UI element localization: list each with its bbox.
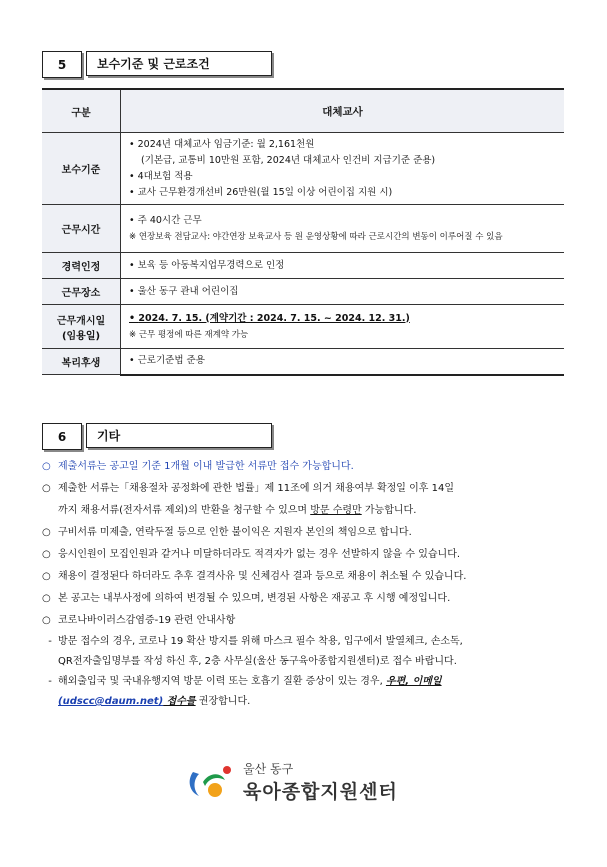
notice-text: 본 공고는 내부사정에 의하여 변경될 수 있으며, 변경된 사항은 재공고 후 시행 예정입니다. xyxy=(58,593,451,604)
table-row xyxy=(42,279,564,305)
bullet-line: • 보육 등 아동복지업무경력으로 인정 xyxy=(129,258,556,274)
row-value xyxy=(121,349,565,375)
row-label: 보수기준 xyxy=(42,133,121,205)
sub-notice-text: 권장합니다. xyxy=(195,696,251,707)
notice-text: 채용이 결정된다 하더라도 추후 결격사유 및 신체검사 결과 등으로 채용이 취소될 수 있습니다. xyxy=(58,571,467,582)
sub-notice-emphasis: 접수를 xyxy=(163,696,196,707)
circle-bullet-icon: ○ xyxy=(42,549,51,560)
row-label: 경력인정 xyxy=(42,253,121,279)
notice-item xyxy=(42,478,564,500)
center-logo xyxy=(185,760,398,804)
row-label xyxy=(42,305,121,349)
sub-notice-text: 해외출입국 및 국내유행지역 방문 이력 또는 호흡기 질환 증상이 있는 경우, xyxy=(58,676,386,687)
notice-item xyxy=(42,522,564,544)
note-line: ※ 연장보육 전담교사: 야간연장 보육교사 등 원 운영상황에 따라 근로시간의 변동이 이루어질 수 있음 xyxy=(129,231,503,242)
bullet-line: • 울산 동구 관내 어린이집 xyxy=(129,284,556,300)
table-row xyxy=(42,305,564,349)
logo-mark-icon xyxy=(185,760,237,804)
row-label: 복리후생 xyxy=(42,349,121,375)
notice-item xyxy=(42,566,564,588)
logo-line2: 육아종합지원센터 xyxy=(243,781,398,803)
section-title: 기타 xyxy=(86,423,272,448)
notice-item-cont xyxy=(42,500,564,522)
bullet-line: • 4대보험 적용 xyxy=(129,169,556,185)
sub-notice-emphasis: 우편, 이메일 xyxy=(385,676,442,687)
sub-notice xyxy=(42,672,564,692)
row-label-line: 근무개시일 xyxy=(56,315,106,327)
section-number: 5 xyxy=(42,51,82,78)
notice-text: 까지 채용서류(전자서류 제외)의 반환을 청구할 수 있으며 xyxy=(58,505,311,516)
notice-list xyxy=(42,456,564,712)
section-title: 보수기준 및 근로조건 xyxy=(86,51,272,76)
row-label: 근무장소 xyxy=(42,279,121,305)
row-value xyxy=(121,205,565,253)
email-link[interactable]: (udscc@daum.net) xyxy=(58,696,164,707)
section-6-header xyxy=(42,423,272,450)
bullet-line: • 2024년 대체교사 임금기준: 월 2,161천원 xyxy=(129,137,556,153)
table-row xyxy=(42,205,564,253)
header-label: 구분 xyxy=(42,89,121,133)
notice-text: 제출한 서류는「채용절차 공정화에 관한 법률」제 11조에 의거 채용여부 확정일 이후 14일 xyxy=(58,483,455,494)
header-value: 대체교사 xyxy=(121,89,565,133)
bullet-cont: (기본급, 교통비 10만원 포함, 2024년 대체교사 인건비 지급기준 준용) xyxy=(141,154,436,166)
bullet-line: • 주 40시간 근무 xyxy=(129,213,556,229)
sub-notice-cont xyxy=(42,652,564,672)
sub-notice xyxy=(42,632,564,652)
row-label: 근무시간 xyxy=(42,205,121,253)
sub-notice-text: QR전자출입명부를 작성 하신 후, 2층 사무실(울산 동구육아종합지원센터)로 접수 바랍니다. xyxy=(58,656,457,667)
circle-bullet-icon: ○ xyxy=(42,593,51,604)
dash-bullet: - xyxy=(48,676,52,687)
circle-bullet-icon: ○ xyxy=(42,527,51,538)
bullet-line: • 근로기준법 준용 xyxy=(129,353,556,369)
circle-bullet-icon: ○ xyxy=(42,615,51,626)
notice-text: 가능합니다. xyxy=(361,505,417,516)
row-label-line: (임용일) xyxy=(61,330,101,342)
bullet-line: • 2024. 7. 15. (계약기간 : 2024. 7. 15. ~ 2024. 12. 31.) xyxy=(129,311,556,327)
row-value xyxy=(121,305,565,349)
sub-notice-text: 방문 접수의 경우, 코로나 19 확산 방지를 위해 마스크 필수 착용, 입구에서 발열체크, 손소독, xyxy=(58,636,463,647)
table-header-row xyxy=(42,89,564,133)
notice-text: 응시인원이 모집인원과 같거나 미달하더라도 적격자가 없는 경우 선발하지 않을 수 있습니다. xyxy=(58,549,461,560)
section-number: 6 xyxy=(42,423,82,450)
conditions-table xyxy=(42,88,564,376)
note-line: ※ 근무 평정에 따른 재계약 가능 xyxy=(129,329,249,340)
logo-line1: 울산 동구 xyxy=(243,762,294,776)
notice-text: 코로나바이러스감염증-19 관련 안내사항 xyxy=(58,615,236,626)
table-row xyxy=(42,349,564,375)
notice-item xyxy=(42,544,564,566)
row-value xyxy=(121,279,565,305)
circle-bullet-icon: ○ xyxy=(42,461,51,472)
row-value xyxy=(121,253,565,279)
circle-bullet-icon: ○ xyxy=(42,571,51,582)
table-row xyxy=(42,253,564,279)
notice-item xyxy=(42,610,564,632)
dash-bullet: - xyxy=(48,636,52,647)
circle-bullet-icon: ○ xyxy=(42,483,51,494)
section-5-header xyxy=(42,51,272,78)
bullet-line: • 교사 근무환경개선비 26만원(월 15일 이상 어린이집 지원 시) xyxy=(129,185,556,201)
notice-text: 제출서류는 공고일 기준 1개월 이내 발급한 서류만 접수 가능합니다. xyxy=(58,461,354,472)
notice-item xyxy=(42,456,564,478)
notice-item xyxy=(42,588,564,610)
notice-text: 구비서류 미제출, 연락두절 등으로 인한 불이익은 지원자 본인의 책임으로 합니다. xyxy=(58,527,412,538)
notice-underline-text: 방문 수령만 xyxy=(310,505,362,516)
table-row xyxy=(42,133,564,205)
row-value xyxy=(121,133,565,205)
sub-notice-cont xyxy=(42,692,564,712)
